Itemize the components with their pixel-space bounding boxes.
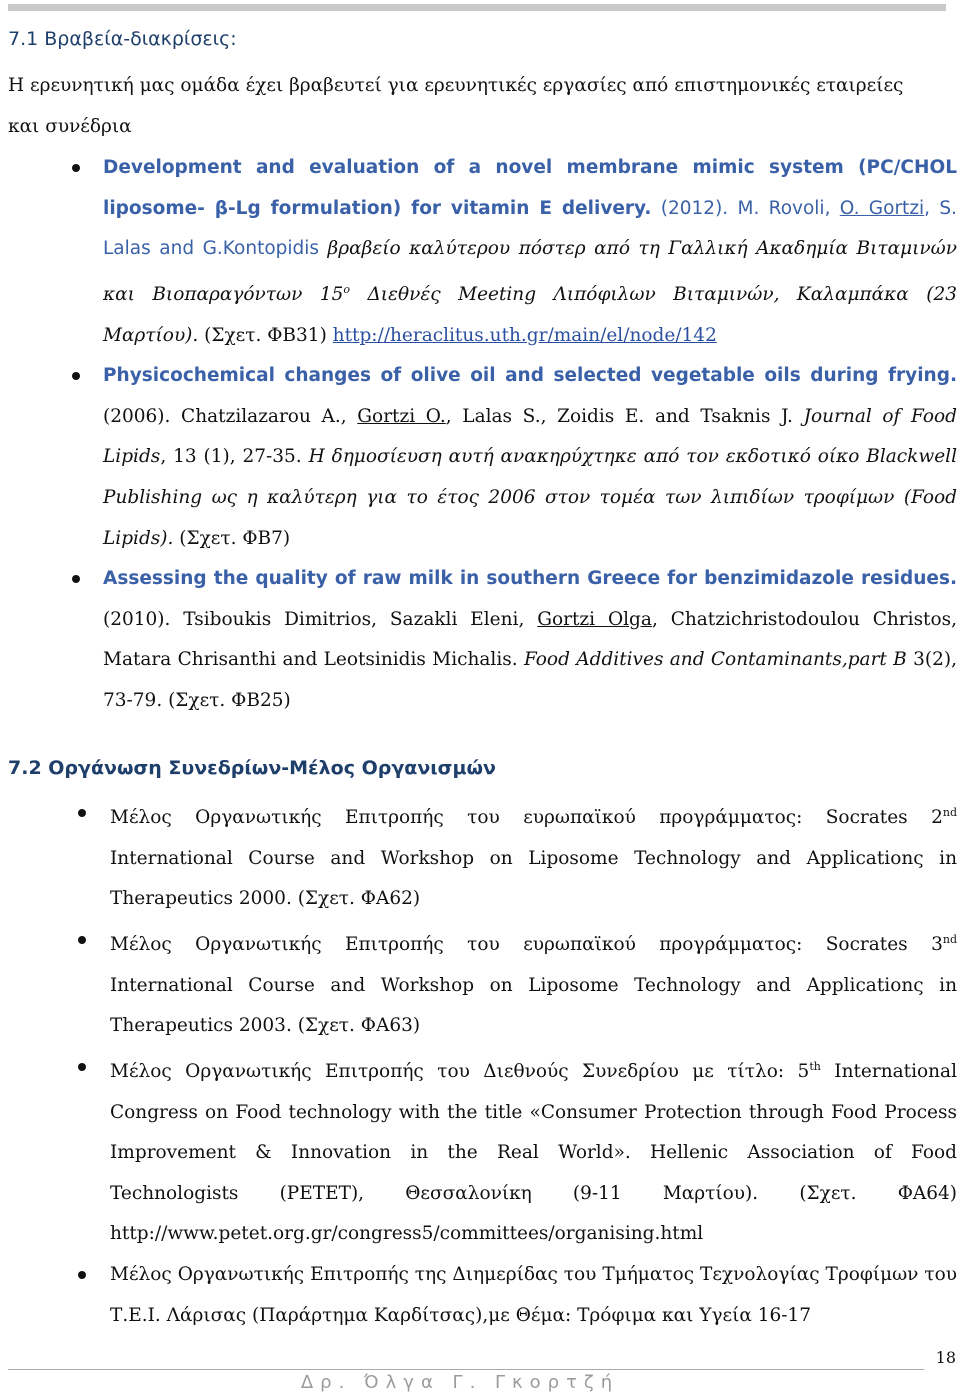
award-authors: , Lalas S., Zoidis E. and Tsaknis J. [445, 405, 804, 427]
award-item-2 [0, 356, 957, 559]
conference-item-3 [0, 1047, 957, 1255]
bullet-icon [78, 1271, 86, 1279]
award-ref: (Σχετ. ΦΒ7) [173, 527, 291, 549]
page-number: 18 [935, 1348, 956, 1367]
conference-text-rest: International Congress on Food technology with the title «Consumer Protection through Food Process Improvement & Innovation in the Real World». Hellenic Association of Food Technologists (PETET), Θεσσαλονίκη (9-11 Μαρτίου). (Σχετ. ΦΑ64) http://www.petet.org.gr/congress5/committees/organising.html [110, 1061, 957, 1245]
bullet-icon [78, 936, 86, 944]
award-year-authors: (2012). M. Rovoli, [651, 197, 840, 219]
conference-text: Μέλος Οργανωτικής Επιτροπής της Διημερίδας του Τμήματος Τεχνολογίας Τροφίμων του Τ.Ε.Ι. Λάρισας (Παράρτημα Καρδίτσας),με Θέμα: Τρόφιμα και Υγεία 16-17 [110, 1264, 957, 1326]
award-link[interactable]: http://heraclitus.uth.gr/main/el/node/142 [332, 324, 717, 346]
conference-text: Μέλος Οργανωτικής Επιτροπής του ευρωπαϊκού προγράμματος: Socrates 2 [110, 807, 943, 829]
journal-name: Food Additives and Contaminants,part B [523, 649, 907, 671]
conference-sup: nd [942, 806, 957, 819]
section-heading-awards: 7.1 Βραβεία-διακρίσεις: [8, 28, 237, 50]
conference-sup: th [809, 1059, 821, 1073]
top-rule [8, 4, 946, 11]
conferences-list [0, 793, 960, 1336]
conference-item-2 [0, 920, 957, 1047]
conference-sup: nd [942, 932, 957, 946]
conference-item-1 [0, 793, 957, 920]
author-underlined: Gortzi Olga [537, 608, 652, 630]
conference-text: Μέλος Οργανωτικής Επιτροπής του Διεθνούς Συνεδρίου με τίτλο: 5 [110, 1061, 810, 1083]
conference-text-rest: International Course and Workshop on Liposome Technology and Applicationς in Therapeutics 2003. (Σχετ. ΦΑ63) [110, 974, 957, 1037]
award-title: Assessing the quality of raw milk in southern Greece for benzimidazole residues. [103, 568, 957, 590]
awards-list [0, 148, 960, 721]
journal-volume: 3(2), 73-79. (Σχετ. ΦΒ25) [103, 649, 957, 711]
awards-intro: Η ερευνητική μας ομάδα έχει βραβευτεί για ερευνητικές εργασίες από επιστημονικές εταιρείες και συνέδρια [8, 75, 904, 137]
award-title: Development and evaluation of a novel membrane mimic system (PC/CHOL liposome- β-Lg formulation) for vitamin E delivery. [103, 157, 957, 219]
author-underlined: Gortzi O. [357, 405, 446, 427]
award-authors: , Chatzichristodoulou Christos, Matara Chrisanthi and Leotsinidis Michalis. [103, 608, 958, 671]
bullet-icon [78, 809, 86, 817]
award-item-3 [0, 559, 957, 721]
author-underlined: O. Gortzi [839, 197, 925, 219]
award-description: βραβείο καλύτερου πόστερ από τη Γαλλική Ακαδημία Βιταμινών και Βιοπαραγόντων 15 [103, 238, 957, 305]
award-description-rest: Διεθνές Meeting Λιπόφιλων Βιταμινών, Καλαμπάκα (23 Μαρτίου). [103, 283, 957, 346]
footer-author: Δρ. Όλγα Γ. Γκορτζή [300, 1372, 620, 1393]
award-item-1 [0, 148, 957, 356]
award-note: Η δημοσίευση αυτή ανακηρύχτηκε από τον εκδοτικό οίκο Blackwell Publishing ως η καλύτερη για το έτος 2006 στον τομέα των λιπιδίων τροφίμων (Food Lipids). [103, 446, 957, 549]
section-heading-conferences: 7.2 Οργάνωση Συνεδρίων-Μέλος Οργανισμών [8, 757, 496, 779]
award-sup: ο [343, 282, 350, 296]
conference-item-4 [0, 1255, 957, 1336]
bullet-icon [72, 575, 80, 583]
footer-rule [8, 1369, 924, 1370]
journal-volume: , 13 (1), 27-35. [160, 446, 309, 468]
conference-text-rest: International Course and Workshop on Liposome Technology and Applicationς in Therapeutics 2000. (Σχετ. ΦΑ62) [110, 847, 957, 910]
conference-text: Μέλος Οργανωτικής Επιτροπής του ευρωπαϊκού προγράμματος: Socrates 3 [110, 934, 943, 956]
award-title: Physicochemical changes of olive oil and selected vegetable oils during frying. [103, 365, 957, 387]
award-ref: (Σχετ. ΦΒ31) [198, 324, 333, 346]
award-authors: (2010). Tsiboukis Dimitrios, Sazakli Eleni, [103, 608, 538, 630]
bullet-icon [72, 372, 80, 380]
journal-name: Journal of Food Lipids [103, 405, 957, 468]
bullet-icon [78, 1063, 86, 1071]
bullet-icon [72, 164, 80, 172]
award-authors: (2006). Chatzilazarou A., [103, 405, 358, 427]
award-authors: , S. Lalas and G.Kontopidis [103, 197, 958, 260]
